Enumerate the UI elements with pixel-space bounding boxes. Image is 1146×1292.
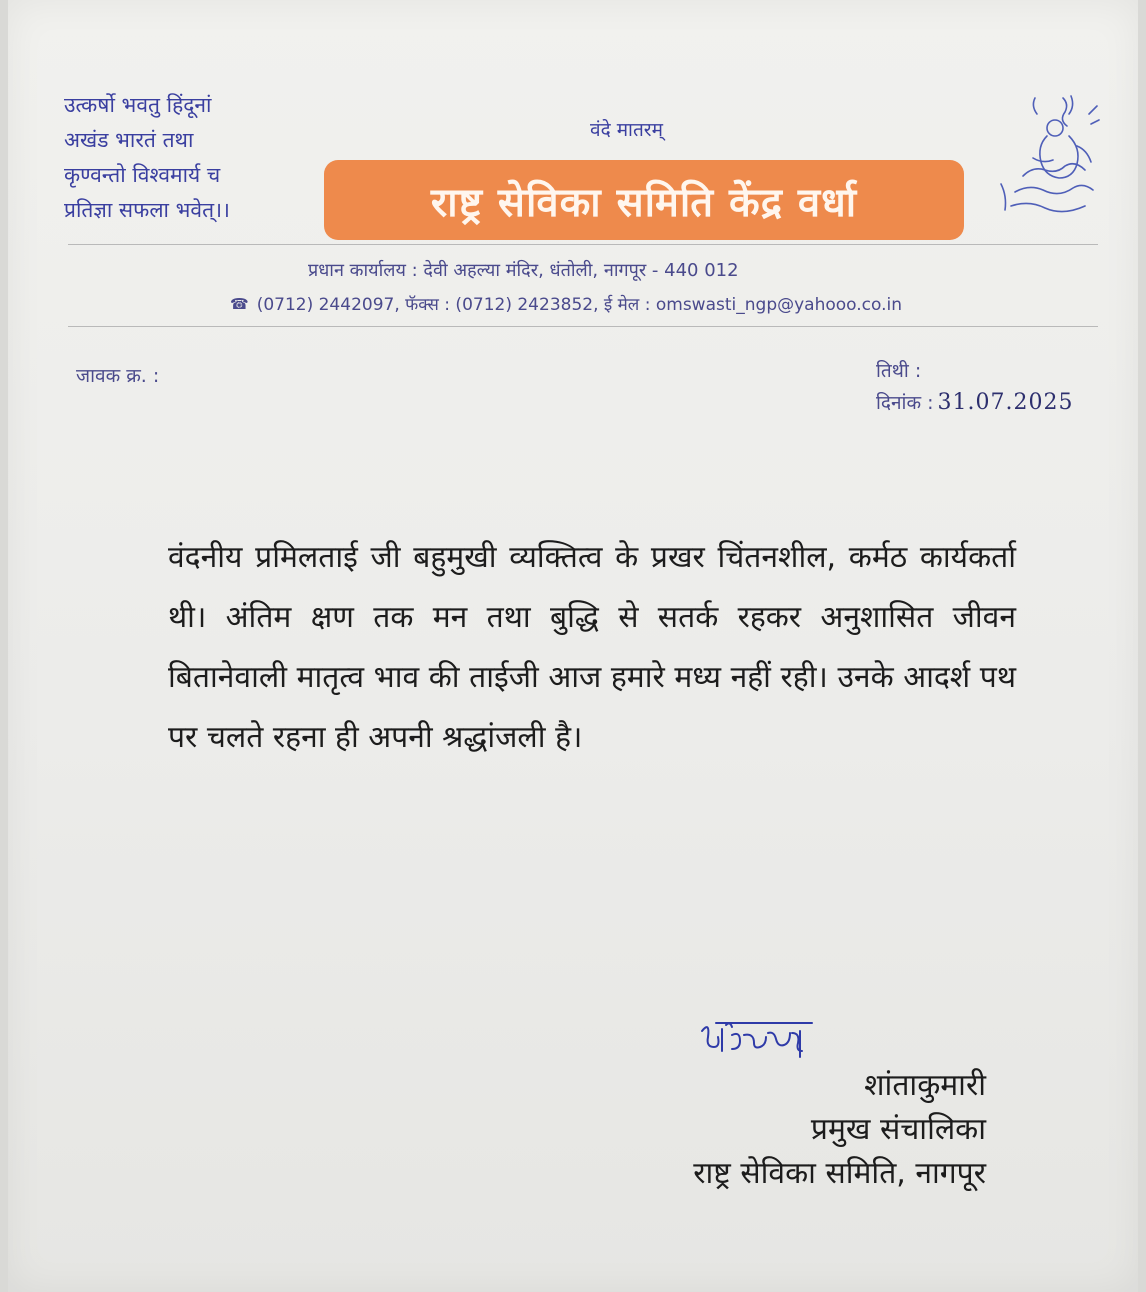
date-label: दिनांक : — [876, 392, 934, 414]
signatory-block — [8, 1064, 1138, 1196]
contact-line — [230, 292, 902, 315]
letter-page — [8, 0, 1138, 1292]
motto-line: अखंड भारतं तथा — [64, 128, 194, 152]
salutation-text: वंदे मातरम् — [590, 119, 663, 141]
letter-body: वंदनीय प्रमिलताई जी बहुमुखी व्यक्तित्व के प्रखर चिंतनशील, कर्मठ कार्यकर्ता थी। अंतिम क्षण तक मन तथा बुद्धि से सतर्क रहकर अनुशासित जीवन बितानेवाली मातृत्व भाव की ताईजी आज हमारे मध्य नहीं रही। उनके आदर्श पथ पर चलते रहना ही अपनी श्रद्धांजली है। — [168, 540, 1016, 755]
signatory-organization: राष्ट्र सेविका समिति, नागपूर — [693, 1156, 986, 1191]
handwritten-signature — [696, 1017, 826, 1065]
header-divider — [68, 326, 1098, 327]
contact-details: (0712) 2442097, फॅक्स : (0712) 2423852, ई मेल : omswasti_ngp@yahooo.co.in — [256, 295, 903, 315]
date-field — [876, 389, 1073, 415]
emblem-icon — [993, 88, 1103, 223]
signatory-title: प्रमुख संचालिका — [810, 1112, 986, 1147]
date-value: 31.07.2025 — [937, 390, 1074, 415]
motto-verse — [64, 88, 314, 228]
organization-name: राष्ट्र सेविका समिति केंद्र वर्धा — [430, 179, 858, 226]
header-divider — [68, 244, 1098, 245]
motto-line: उत्कर्षो भवतु हिंदूनां — [64, 93, 212, 117]
phone-icon: ☎ — [230, 294, 249, 313]
tithi-label: तिथी : — [876, 360, 922, 382]
organization-banner — [324, 160, 964, 240]
motto-line: कृण्वन्तो विश्वमार्य च — [64, 163, 221, 187]
motto-line: प्रतिज्ञा सफला भवेत्।। — [64, 198, 230, 222]
office-address: प्रधान कार्यालय : देवी अहल्या मंदिर, धंतोली, नागपूर - 440 012 — [308, 260, 739, 281]
signatory-name: शांताकुमारी — [864, 1068, 986, 1103]
dispatch-number-label: जावक क्र. : — [76, 365, 160, 387]
